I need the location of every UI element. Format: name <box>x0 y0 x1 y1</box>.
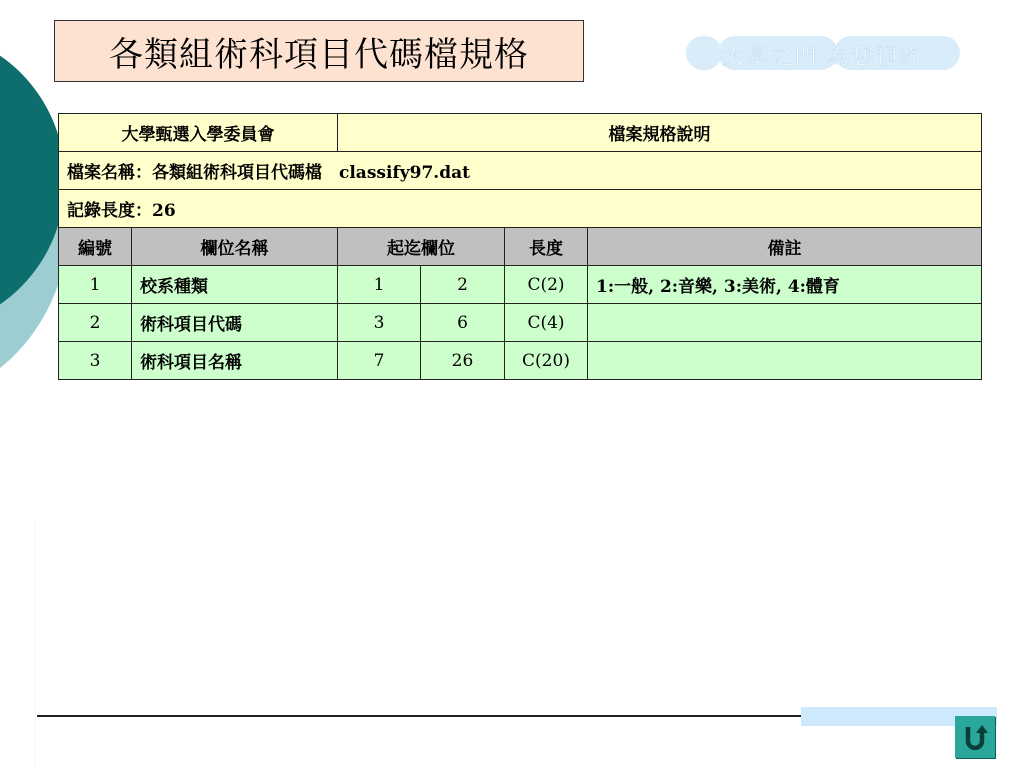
cell-length: C(20) <box>505 342 588 380</box>
cell-field-name: 校系種類 <box>132 266 338 304</box>
file-name-row <box>59 152 982 190</box>
cell-end: 2 <box>421 266 505 304</box>
table-row <box>59 304 982 342</box>
slide-title: 各類組術科項目代碼檔規格 <box>54 20 584 82</box>
cell-length: C(4) <box>505 304 588 342</box>
file-name: 檔案名稱：各類組術科項目代碼檔 classify97.dat <box>59 152 982 190</box>
cell-no: 3 <box>59 342 132 380</box>
cell-length: C(2) <box>505 266 588 304</box>
header-note: 備註 <box>588 228 982 266</box>
slogan-watermark <box>686 36 960 70</box>
cell-start: 1 <box>338 266 421 304</box>
slogan-text: 大學之門 為您預約 <box>722 45 924 70</box>
table-row <box>59 266 982 304</box>
footer-divider <box>37 715 801 717</box>
cell-note <box>588 342 982 380</box>
cell-note <box>588 304 982 342</box>
column-header-row <box>59 228 982 266</box>
cell-no: 2 <box>59 304 132 342</box>
return-button[interactable] <box>955 716 995 758</box>
decorative-line <box>35 520 36 768</box>
record-length-row <box>59 190 982 228</box>
org-name: 大學甄選入學委員會 <box>59 114 338 152</box>
cell-note: 1:一般, 2:音樂, 3:美術, 4:體育 <box>588 266 982 304</box>
table-title-row <box>59 114 982 152</box>
cell-start: 7 <box>338 342 421 380</box>
cell-field-name: 術科項目代碼 <box>132 304 338 342</box>
spec-doc-title: 檔案規格說明 <box>338 114 982 152</box>
header-length: 長度 <box>505 228 588 266</box>
header-start-end: 起迄欄位 <box>338 228 505 266</box>
cell-no: 1 <box>59 266 132 304</box>
cell-end: 26 <box>421 342 505 380</box>
cell-start: 3 <box>338 304 421 342</box>
header-field-name: 欄位名稱 <box>132 228 338 266</box>
table-row <box>59 342 982 380</box>
u-turn-return-icon <box>960 721 990 753</box>
record-length: 記錄長度：26 <box>59 190 982 228</box>
header-no: 編號 <box>59 228 132 266</box>
cell-field-name: 術科項目名稱 <box>132 342 338 380</box>
cell-end: 6 <box>421 304 505 342</box>
file-spec-table <box>58 113 982 380</box>
